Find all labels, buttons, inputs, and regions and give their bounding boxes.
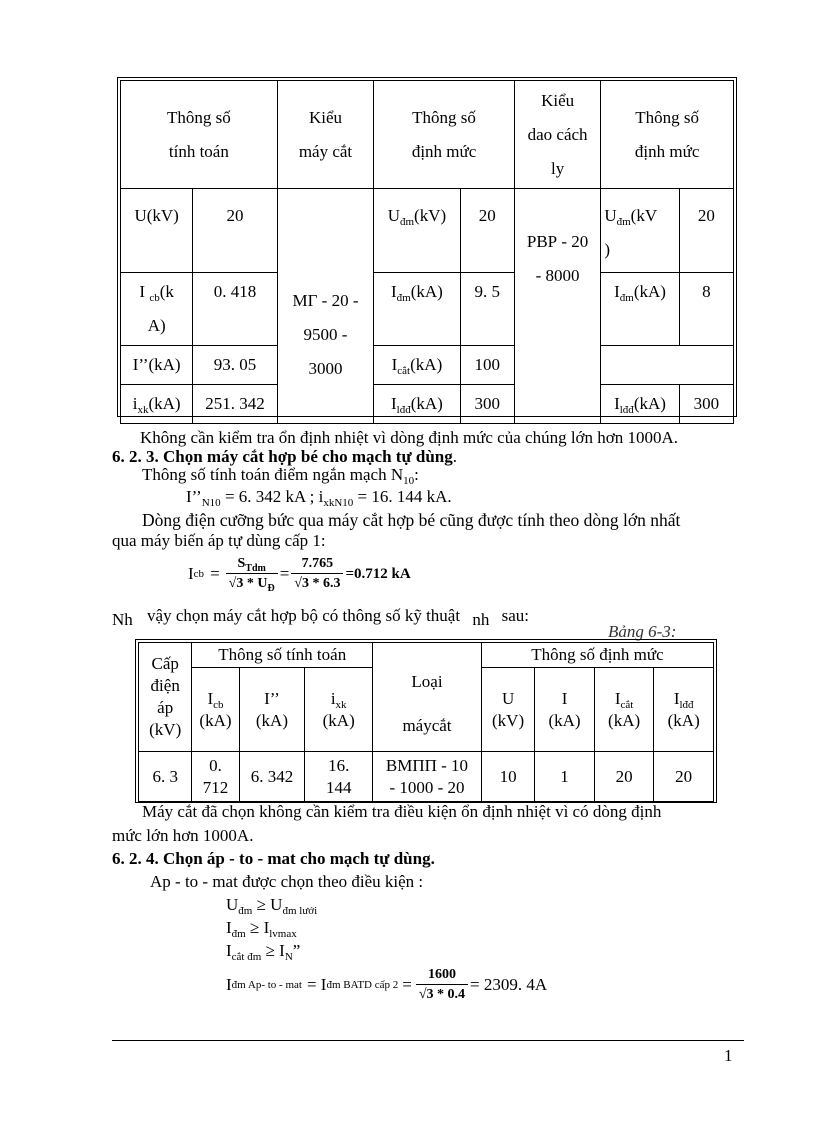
cell-text: 300 [693, 394, 720, 413]
cell-text: I [614, 282, 620, 301]
formula-aptomat-current: I đm Ap- to - mat = I đm BATD cấp 2 = $\frac{1600}{√3 * 0.4}$ = 2309. 4A [226, 962, 547, 1008]
header-text: (kA) [255, 710, 288, 730]
fraction-num: 7.765 [291, 555, 343, 574]
formula-text: = I [306, 975, 327, 994]
fraction-num: S [237, 555, 246, 571]
cell-text: (kV) [414, 206, 447, 225]
fraction-1 [226, 555, 278, 594]
header-i [535, 668, 595, 752]
header-text: máycắt [402, 715, 452, 735]
cell-icat [594, 752, 654, 802]
cell-value [679, 189, 733, 273]
header-sub: lđđ [679, 698, 694, 711]
cell-text: 100 [474, 355, 501, 374]
cell-text: 20 [697, 206, 715, 225]
header-text: Thông số [167, 107, 231, 127]
table2-data-row [139, 752, 714, 802]
header-text: áp [157, 698, 174, 717]
header-text: Thông số [635, 107, 700, 127]
header-i2 [239, 668, 305, 752]
header-voltage-level [139, 643, 192, 752]
cond-sub: đm lưới [282, 905, 318, 917]
condition-voltage [226, 895, 317, 915]
cell-label [121, 273, 193, 346]
formula-icb: I cb = $\frac{S_{Tdm}}{√3 * U_Đ}$ = $\frac{7.765}{√3 * 6.3}$ =0.712 kA [188, 555, 411, 594]
formula-sub: xkN10 [323, 497, 354, 509]
line-sub: 10 [403, 475, 415, 487]
header-rated [481, 643, 713, 668]
heading-6-2-3 [112, 447, 457, 467]
header-text: U [501, 688, 515, 708]
breaker-model-line: 9500 - [303, 325, 348, 344]
cond-sub: N [284, 951, 293, 963]
rating-table-1 [120, 80, 734, 424]
heading-text: 6. 2. 4. Chọn áp - to - mat cho mạch tự dùng. [112, 849, 435, 868]
cell-i [535, 752, 595, 802]
cell-text: i [132, 394, 138, 413]
cell-text: 251. 342 [205, 394, 265, 413]
header-text: định mức [634, 141, 700, 161]
cell-text: 8 [702, 282, 711, 301]
paragraph-aptomat-conditions [150, 872, 423, 892]
formula-text: = 6. 342 kA ; i [224, 487, 324, 506]
cond-text: ” [292, 941, 301, 960]
paragraph-text: Dòng điện cưỡng bức qua máy cắt hợp bé cũng được tính theo dòng lớn nhất [142, 510, 681, 530]
header-breaker-type [277, 81, 373, 189]
header-icb [192, 668, 239, 752]
header-text: I [561, 688, 568, 708]
cell-sub: đm [399, 216, 415, 228]
cell-i2 [239, 752, 305, 802]
paragraph-breaker-chosen-1 [142, 802, 661, 822]
header-text: (kV) [149, 720, 182, 739]
header-text: Kiểu [541, 90, 575, 110]
paragraph-text: Ap - to - mat được chọn theo điều kiện : [150, 872, 424, 891]
header-disconnector-type [514, 81, 600, 189]
header-text: (kA) [199, 710, 232, 730]
header-text: Thông số định mức [531, 645, 664, 664]
cell-text: 93. 05 [213, 355, 257, 374]
cond-text: I [226, 918, 232, 937]
cell-text: (kA) [410, 282, 443, 301]
formula-text: = [210, 564, 220, 583]
cell-text: U(kV) [134, 206, 179, 225]
header-text: tính toán [168, 141, 229, 161]
cell-text: 6. 342 [250, 766, 294, 786]
header-text: Thông số tính toán [218, 645, 347, 664]
cell-value [460, 189, 514, 273]
cell-text: U [604, 206, 617, 225]
formula-text: I’’ [186, 487, 202, 506]
page-number-text: 1 [724, 1046, 733, 1065]
paragraph-forced-current-1 [142, 510, 680, 530]
cell-text: 20 [675, 766, 693, 786]
cell-value [460, 273, 514, 346]
cell-ixk [305, 752, 373, 802]
line-text: sau: [501, 606, 529, 625]
formula-sub: N10 [201, 497, 221, 509]
header-calc [192, 643, 373, 668]
table1-row-2 [121, 273, 734, 346]
table1-row-1 [121, 189, 734, 273]
header-text: định mức [411, 141, 477, 161]
cell-text: (k [159, 282, 174, 301]
formula-text: I [188, 564, 194, 583]
cell-sub: đm [396, 292, 411, 304]
cell-text: 0. [209, 755, 222, 775]
cell-sub: xk [137, 404, 149, 416]
cond-text: ≥ I [249, 918, 270, 937]
paragraph-text: mức lớn hơn 1000A. [112, 826, 254, 845]
header-text: I [207, 688, 214, 708]
header-text: (kA) [548, 710, 581, 730]
cell-text: (kA) [148, 394, 181, 413]
header-breaker-type [373, 643, 482, 752]
cell-text: I [391, 355, 398, 374]
formula-text: = [279, 564, 290, 583]
disconnector-model-line: РВР - 20 [526, 232, 589, 251]
cell-text: U [387, 206, 400, 225]
cell-text: I [614, 394, 620, 413]
heading-6-2-4 [112, 849, 435, 869]
cell-value [679, 385, 733, 424]
table-caption [608, 622, 676, 642]
fraction-num: 1600 [416, 966, 468, 985]
cell-text: I [391, 394, 397, 413]
cell-text: (kV [630, 206, 658, 225]
cond-text: ≥ I [265, 941, 285, 960]
cell-text: - 1000 - 20 [389, 777, 465, 797]
cell-value [193, 273, 277, 346]
cond-sub: đm [238, 905, 253, 917]
cond-sub: cắt đm [231, 951, 262, 963]
header-text: (kA) [322, 710, 355, 730]
cond-text: U [226, 895, 239, 914]
header-text: máy cắt [298, 141, 353, 161]
cell-sub: đm [616, 216, 631, 228]
line-text: : [414, 465, 419, 484]
cell-label [121, 346, 193, 385]
cell-value [460, 385, 514, 424]
disconnector-model-line: - 8000 [535, 266, 580, 285]
table2-header-row-1 [139, 643, 714, 668]
heading-text: 6. 2. 3. Chọn máy cắt hợp bé cho mạch tự dùng [112, 447, 453, 466]
cell-sub: cb [149, 292, 160, 304]
cell-text: 20 [226, 206, 244, 225]
formula-text: I [226, 975, 232, 994]
cell-value [460, 346, 514, 385]
fraction-sub: Tdm [245, 562, 266, 574]
header-text: I [614, 688, 621, 708]
paragraph-text: Không cần kiểm tra ổn định nhiệt vì dòng định mức của chúng lớn hơn 1000A. [140, 428, 679, 447]
header-text: (kV) [492, 710, 525, 730]
line-text: nh [472, 610, 490, 629]
paragraph-text: Máy cắt đã chọn không cần kiểm tra điều kiện ổn định nhiệt vì có dòng định [142, 802, 662, 821]
cell-text: (kA) [410, 355, 443, 374]
cell-text: 712 [202, 777, 229, 797]
cell-sub: cắt [397, 365, 411, 377]
cell-u [481, 752, 534, 802]
header-sub: cb [213, 698, 224, 711]
header-calc-params [121, 81, 278, 189]
fraction-3 [416, 966, 468, 1005]
condition-current [226, 918, 297, 938]
cell-text: 144 [325, 777, 352, 797]
cell-text: (kA) [633, 394, 666, 413]
header-rated-params [374, 81, 515, 189]
condition-breaking [226, 941, 300, 961]
header-text: điện [150, 676, 180, 695]
cell-sub: lđđ [396, 404, 411, 416]
fraction-sub: Đ [267, 582, 275, 594]
paragraph-forced-current-2 [112, 531, 326, 551]
header-ildd [654, 668, 714, 752]
line-text: Nh [112, 610, 133, 629]
cell-text: I’’(kA) [132, 355, 181, 374]
formula-text: = [402, 975, 412, 994]
header-text: Kiểu [308, 107, 342, 127]
short-circuit-values [186, 487, 452, 507]
choose-breaker-line [112, 606, 529, 629]
cell-level [139, 752, 192, 802]
breaker-model-line: 3000 [308, 359, 343, 378]
cond-sub: lvmax [269, 928, 297, 940]
paragraph-text: qua máy biến áp tự dùng cấp 1: [112, 531, 326, 550]
header-ixk [305, 668, 373, 752]
table1-row-4 [121, 385, 734, 424]
fraction-2 [291, 555, 343, 594]
line-text: Thông số tính toán điểm ngắn mạch N [142, 465, 404, 484]
cell-label [374, 273, 460, 346]
formula-result: =0.712 kA [345, 566, 411, 582]
header-text: (kA) [608, 710, 641, 730]
cell-empty [601, 346, 734, 385]
line-text: vậy chọn máy cắt hợp bộ có thông số kỹ thuật [147, 606, 461, 625]
table1-row-3 [121, 346, 734, 385]
header-text: I’’ [264, 688, 280, 708]
cell-text: 20 [478, 206, 496, 225]
page-number [724, 1046, 733, 1066]
cell-label [121, 189, 193, 273]
paragraph-breaker-chosen-2 [112, 826, 253, 846]
disconnector-model-cell [514, 189, 600, 424]
header-text: i [330, 688, 336, 708]
header-u [481, 668, 534, 752]
cell-text: 300 [474, 394, 501, 413]
cell-label [601, 189, 679, 273]
cell-value [193, 346, 277, 385]
fraction-den: √3 * 0.4 [418, 986, 466, 1002]
cell-label [601, 385, 679, 424]
cell-value [193, 189, 277, 273]
cell-value [679, 273, 733, 346]
cell-text: I [139, 282, 146, 301]
cell-label [374, 189, 460, 273]
cell-text: 0. 418 [213, 282, 257, 301]
cell-sub: đm [619, 292, 634, 304]
cell-text: 10 [499, 766, 517, 786]
header-sub: cắt [620, 698, 634, 711]
cell-ildd [654, 752, 714, 802]
cond-sub: đm [231, 928, 246, 940]
cell-text: (kA) [410, 394, 443, 413]
header-text: dao cách [527, 124, 588, 144]
cell-label [374, 346, 460, 385]
cell-text: 9. 5 [474, 282, 501, 301]
cell-text: 16. [328, 755, 350, 775]
cell-icb [192, 752, 239, 802]
formula-result: = 2309. 4A [470, 975, 548, 994]
cell-label [374, 385, 460, 424]
cell-text: 20 [615, 766, 633, 786]
cell-type [373, 752, 482, 802]
table1-header-row [121, 81, 734, 189]
header-text: ly [550, 158, 565, 178]
header-text: (kA) [667, 710, 700, 730]
fraction-den: √3 * U [228, 575, 268, 591]
header-icat [594, 668, 654, 752]
cell-text: A) [147, 316, 166, 335]
formula-text: = 16. 144 kA. [357, 487, 452, 506]
cell-text: 6. 3 [152, 766, 178, 786]
header-text: Cấp [151, 654, 179, 673]
breaker-model-line: МГ - 20 - [292, 291, 359, 310]
cell-text: ) [604, 240, 610, 259]
cond-text: I [226, 941, 232, 960]
cell-text: (kA) [633, 282, 666, 301]
fraction-den: √3 * 6.3 [294, 575, 341, 591]
cell-text: 1 [560, 766, 569, 786]
cell-value [193, 385, 277, 424]
cond-text: ≥ U [256, 895, 283, 914]
cell-label [121, 385, 193, 424]
heading-text: . [452, 447, 458, 466]
cell-text: I [391, 282, 397, 301]
header-text: Thông số [412, 107, 476, 127]
paragraph-no-thermal-check [140, 428, 678, 448]
header-text: I [673, 688, 680, 708]
cell-label [601, 273, 679, 346]
cell-sub: lđđ [619, 404, 634, 416]
rating-table-2 [138, 642, 714, 802]
calc-params-line [142, 465, 419, 485]
cell-text: ВМПП - 10 [385, 755, 469, 775]
caption-text: Bảng 6-3: [608, 622, 677, 641]
header-rated-params-2 [601, 81, 734, 189]
header-text: Loại [411, 671, 443, 691]
breaker-model-cell [277, 189, 373, 424]
footer-divider [112, 1040, 744, 1041]
header-sub: xk [335, 698, 347, 711]
